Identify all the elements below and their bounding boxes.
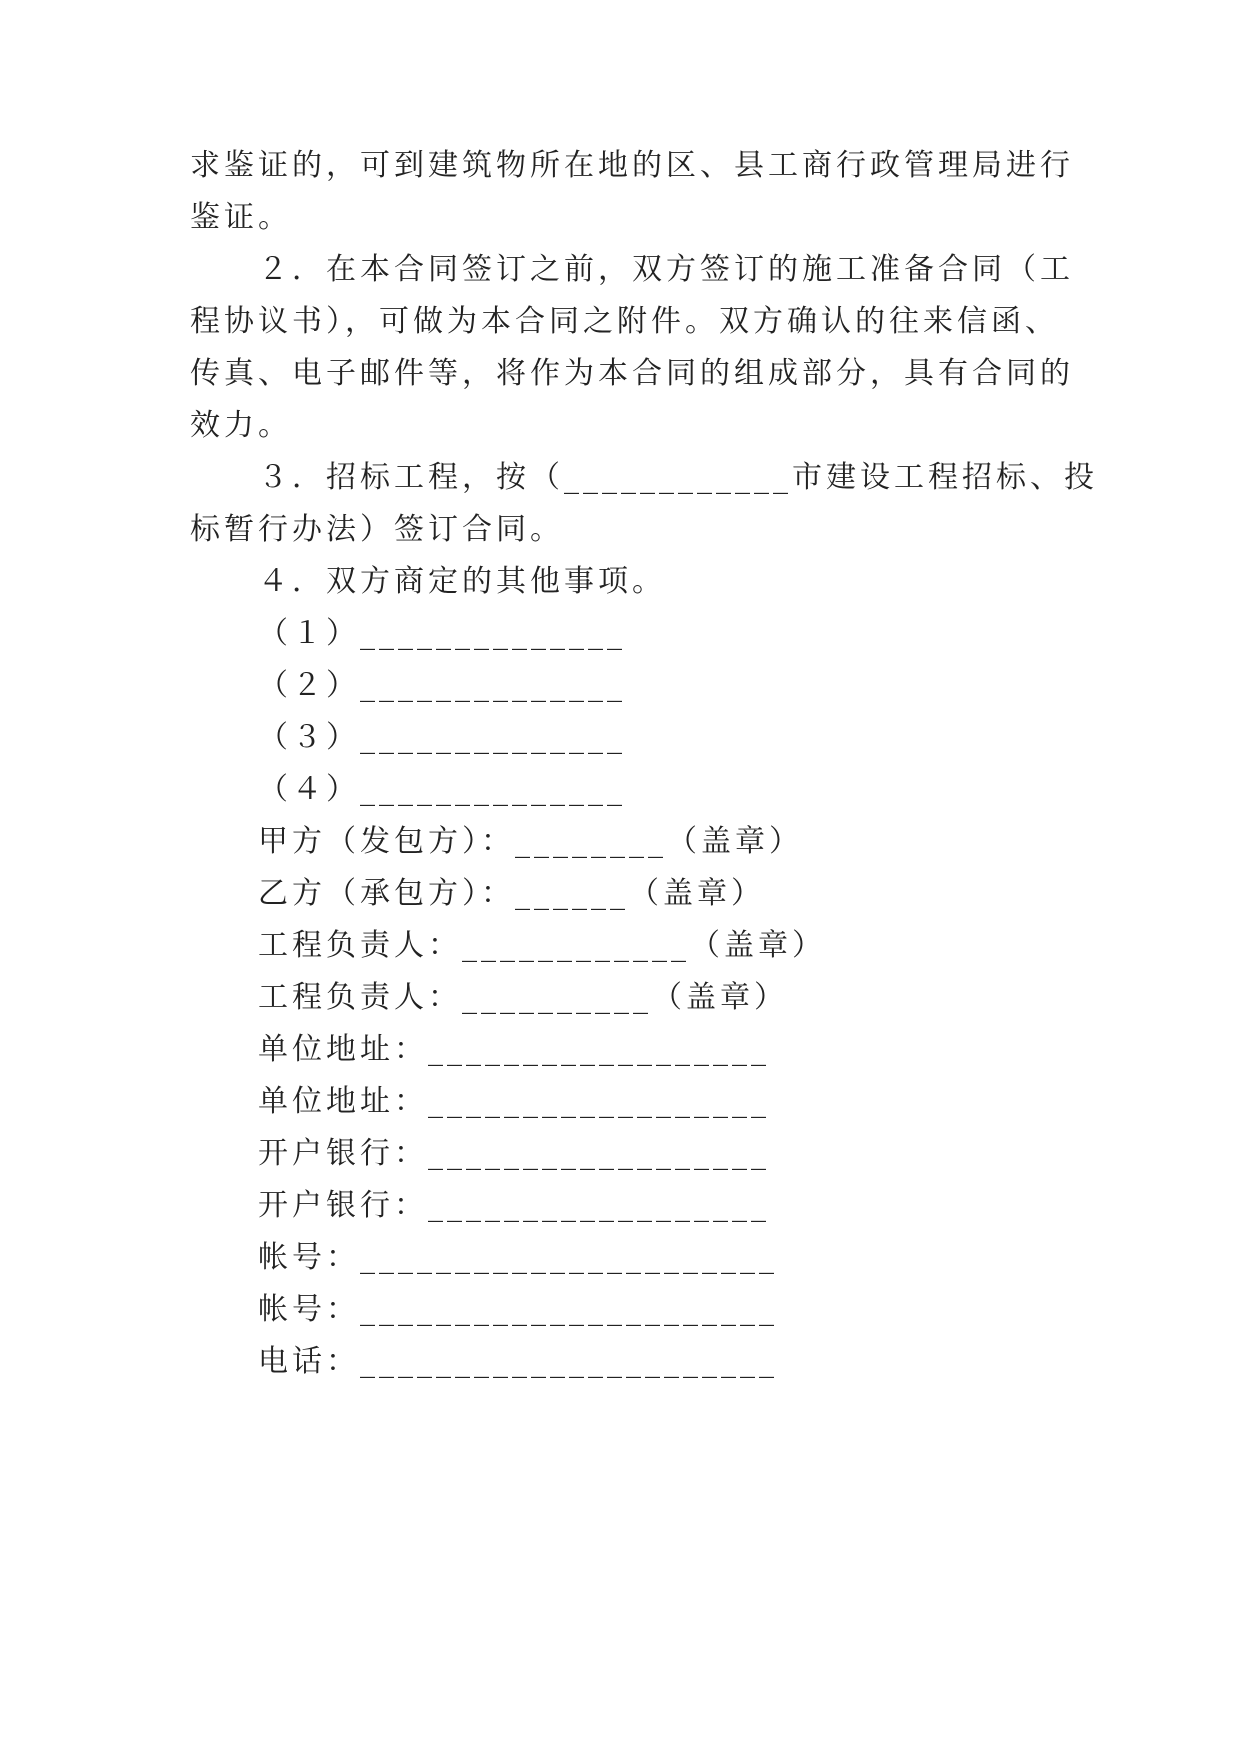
paragraph-2-line-4: 效力。 [190,408,292,443]
paragraph-2-line-2: 程协议书），可做为本合同之附件。双方确认的往来信函、 [190,304,1059,339]
account-a-line: 帐号：______________________ [258,1240,778,1275]
party-a-signature-line: 甲方（发包方）：________（盖章） [258,824,803,859]
paragraph-3-line-2: 标暂行办法）签订合同。 [190,512,564,547]
paragraph-2-line-1: ２．在本合同签订之前，双方签订的施工准备合同（工 [258,252,1074,287]
other-item-4: （４）______________ [258,772,626,807]
bank-a-line: 开户银行：__________________ [258,1136,770,1171]
other-item-1: （１）______________ [258,616,626,651]
address-b-line: 单位地址：__________________ [258,1084,770,1119]
paragraph-1-line-2: 鉴证。 [190,200,292,235]
other-item-2: （２）______________ [258,668,626,703]
paragraph-3-line-1: ３．招标工程，按（____________市建设工程招标、投 [258,460,1098,495]
paragraph-4-line-1: ４．双方商定的其他事项。 [258,564,666,599]
paragraph-2-line-3: 传真、电子邮件等，将作为本合同的组成部分，具有合同的 [190,356,1074,391]
project-lead-b-line: 工程负责人：__________（盖章） [258,980,788,1015]
bank-b-line: 开户银行：__________________ [258,1188,770,1223]
other-item-3: （３）______________ [258,720,626,755]
address-a-line: 单位地址：__________________ [258,1032,770,1067]
paragraph-1-line-1: 求鉴证的，可到建筑物所在地的区、县工商行政管理局进行 [190,148,1074,183]
account-b-line: 帐号：______________________ [258,1292,778,1327]
phone-line: 电话：______________________ [258,1344,778,1379]
party-b-signature-line: 乙方（承包方）：______（盖章） [258,876,765,911]
project-lead-a-line: 工程负责人：____________（盖章） [258,928,826,963]
